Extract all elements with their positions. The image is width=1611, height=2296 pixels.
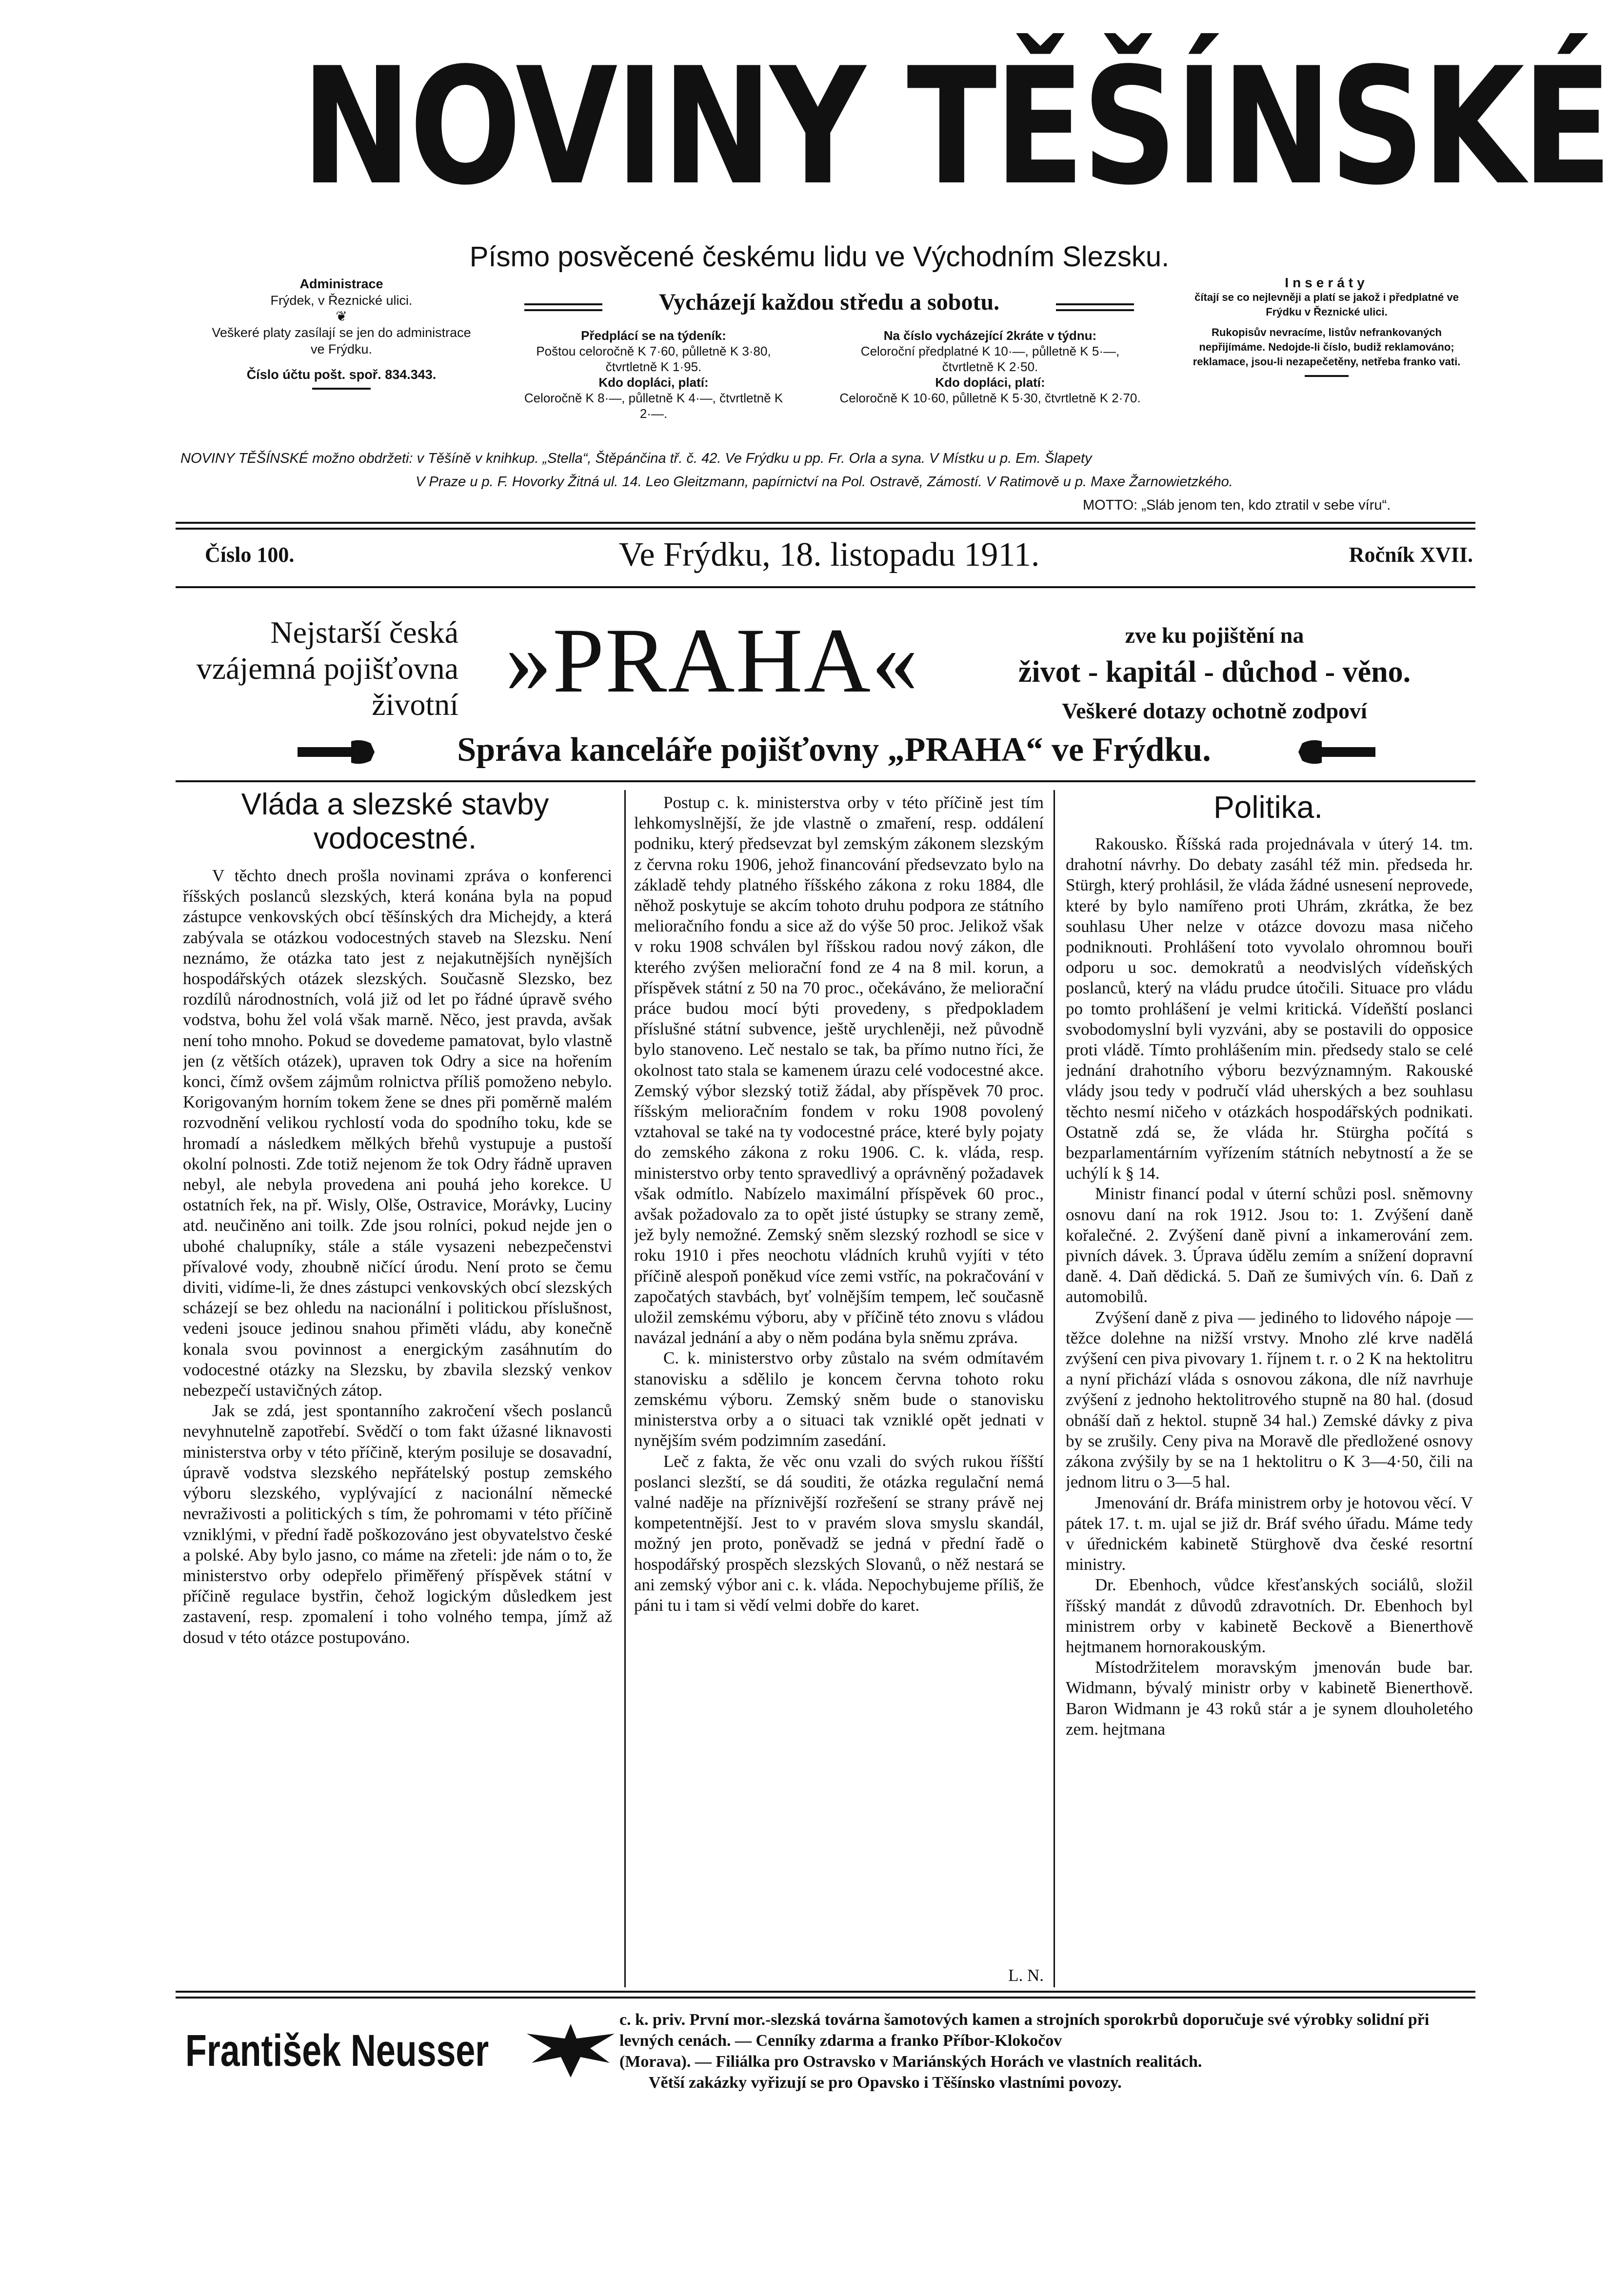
pointing-hand-right-icon [1297, 737, 1375, 767]
admin-account: Číslo účtu pošt. spoř. 834.343. [246, 367, 437, 382]
politika-paragraph: Ministr financí podal v úterní schůzi posl. sněmovny osnovu daní na rok 1912. Jsou to: 1. Zvýšení daně kořalečné. 2. Zvýšení daně pivní a inkamerování zem. pivních dávek. 3. Úprava údělu zemím a snížení dopravní daně. 4. Daň dědická. 5. Daň ze šumivých vín. 6. Daň z automobilů. [1066, 1184, 1473, 1306]
article2-body [634, 792, 1044, 1963]
admin-payments: Veškeré platy zasílají se jen do administrace ve Frýdku. [212, 325, 471, 356]
divider-ornament: ❦ [336, 309, 347, 324]
politika-paragraph: Jmenování dr. Bráfa ministrem orby je hotovou věcí. V pátek 17. t. m. ujal se již dr. Bráf svého úřadu. Máme tedy v úřednickém kabinetě Stürghově dva české resortní ministry. [1066, 1493, 1473, 1574]
issue-volume: Ročník XVII. [1349, 543, 1473, 567]
neusser-line-3: Větší zakázky vyřizují se pro Opavsko i Těšínsko vlastními povozy. [649, 2074, 1122, 2092]
praha-left: Nejstarší česká vzájemná pojišťovna životní [196, 615, 458, 722]
politika-paragraph: Rakousko. Říšská rada projednávala v úterý 14. tm. drahotní návrhy. Do debaty zasáhl též min. předseda hr. Stürgh, který prohlásil, že vláda žádné usnesení neprovede, které by bylo namířeno proti Uhrám, zkrátka, že bez souhlasu Uher nelze v otázce dovozu masa ničeho podniknouti. Prohlášení toto vyvolalo ohromnou bouři odporu u soc. demokratů a neodvislých vídeňských poslanců, který na vládu prudce útočili. Situace pro vládu po tomto prohlášení je velmi kritická. Vídeňští poslanci svobodomyslní byli vyzváni, aby se postavili do opposice proti vládě. Tímto prohlášením min. předsedy stalo se celé jednání drahotního výboru bezvýznamným. Rakouské vlády jsou tedy v područí vlád uherských a bez souhlasu těchto nesmí ničeho v otázkách hospodářských podnikati. Ostatně zdá se, že vláda hr. Stürgha počítá s bezparlamentárním vyřízením státních nebytností a že se uchýlí k § 14. [1066, 834, 1473, 1183]
inserty-line1: čítají se co nejlevněji a platí se jakož i předplatné ve Frýdku v Řeznické ulici. [1194, 291, 1459, 318]
praha-right-top: zve ku pojištění na [1125, 623, 1304, 648]
double-pickup-heading: Kdo dopláci, platí: [935, 375, 1045, 390]
article1-title: Vláda a slezské stavby vodocestné. [241, 788, 549, 855]
sales-line-1: NOVINY TĚŠÍNSKÉ možno obdržeti: v Těšíně v knihkup. „Stella“, Štěpánčina tř. č. 42. Ve Frýdku u pp. Fr. Orla a syna. V Místku u p. Em. Šlapety [180, 451, 1092, 466]
praha-footer: Správa kanceláře pojišťovny „PRAHA“ ve Frýdku. [457, 731, 1211, 769]
article2-signature: L. N. [1008, 1966, 1044, 1985]
weekly-pickup-heading: Kdo dopláci, platí: [598, 375, 709, 390]
double-heading: Na číslo vycházející 2kráte v týdnu: [883, 328, 1097, 343]
article2-paragraph: Postup c. k. ministerstva orby v této příčině jest tím lehkomyslnější, že jde vlastně o zmaření, resp. oddálení podniku, který předsevzat byl zemským zákonem slezským z června roku 1906, jehož financování předsevzato bylo na základě tehdy platného říšského zákona z roku 1884, dle něhož poskytuje se akcím tohoto druhu podpora ze státního melioračního fondu a sice až do výše 50 proc. Jelikož však v roku 1908 schválen byl říšskou radou nový zákon, dle kterého zvýšen meliorační fond ze 4 na 8 mil. korun, a příspěvek státní z 50 na 70 proc., očekáváno, že meliorační práce budou mocí býti provedeny, s předpokladem příslušné státní subvence, ještě urychleněji, než původně bylo stanoveno. Leč nestalo se tak, ba přímo nutno říci, že okolnost tato stala se kamenem úrazu celé vodocestné akce. Zemský výbor slezský totiž žádal, aby příspěvek 70 proc. říšským melioračním fondem v roku 1908 povolený vztahoval se také na ty vodocestné práce, které byly pojaty do zemského zákona z roku 1906. C. k. vláda, resp. ministerstvo orby tento spravedlivý a oprávněný požadavek však odmítlo. Nabízelo maximální příspěvek 60 proc., avšak požadovalo za to opět jisté ústupky se strany země, jež byly nemožné. Zemský sněm slezský rozhodl se sice v roku 1910 i přes neochotu vládních kruhů vyjíti v této příčině alespoň poněkud více zemi vstříc, na pokračování v započatých stavbách, byť volnějším tempem, leč současně uložil zemskému výboru, aby v příčině této znovu s vládou navázal jednání a aby o něm podána byla sněmu zpráva. [634, 793, 1044, 1347]
article2-paragraph: Leč z fakta, že věc onu vzali do svých rukou říšští poslanci slezští, se dá souditi, že otázka regulační nemá valné naděje na příznivější rozřešení se strany právě nej kompetentnější. Jest to v pravém slova smyslu skandál, možný jen proto, poněvadž se jedná v přední řadě o hospodářský prospěch slezských Slovanů, o něž nestará se ani zemský výbor ani c. k. vláda. Nepochybujeme příliš, že páni tu i tam si vědí velmi dobře do karet. [634, 1451, 1044, 1615]
neusser-line-1: c. k. priv. První mor.-slezská továrna šamotových kamen a strojních sporokrbů doporučuje své výrobky solidní při levných cenách. — Cenníky zdarma a franko Příbor-Klokočov [619, 2011, 1430, 2050]
inserty-line2: Rukopisův nevracíme, listův nefrankovaných nepřijímáme. Nedojde-li číslo, budiž reklamováno; reklamace, jsou-li nezapečetěny, netřeba franko vati. [1193, 326, 1461, 368]
politika-body [1066, 834, 1473, 1985]
admin-address: Frýdek, v Řeznické ulici. [270, 293, 413, 308]
politika-paragraph: Místodržitelem moravským jmenován bude bar. Widmann, bývalý ministr orby v kabinetě Bienerthově. Baron Widmann je 43 roků stár a je synem dlouholetého zem. hejtmana [1066, 1658, 1473, 1739]
neusser-text [619, 2009, 1473, 2093]
politika-paragraph: Dr. Ebenhoch, vůdce křesťanských sociálů, složil říšský mandát z důvodů zdravotních. Dr. Ebenhoch byl ministrem orby v kabinetě Beckově a Bienerthově hejtmanem hornorakouským. [1066, 1575, 1473, 1656]
masthead-title: NOVINY TĚŠÍNSKÉ [301, 33, 1610, 220]
article1-paragraph: V těchto dnech prošla novinami zpráva o konferenci říšských poslanců slezských, která konána byla na popud zástupce venkovských obcí těšínských dra Michejdy, a která zabývala se otázkou vodocestných staveb na Slezsku. Není neznámo, že otázka tato jest z nejakutnějších nynějších hospodářských otázek slezských. Současně Slezsko, bez rozdílů národnostních, volá již od let po řádné úpravě svého vodstva, bohu žel volá však marně. Něco, jest pravda, avšak není toho mnoho. Pokud se dovedeme pamatovat, bylo vlastně jen (z větších otázek), upraven tok Odry a sice na hořením konci, čímž ovšem zájmům rolnictva příliš pomoženo nebylo. Korigovaným horním tokem žene se dnes při poměrně malém rozvodnění velikou rychlostí voda do spodního toku, kde se hromadí a následkem mělkých břehů vystupuje a pustoší okolní polnosti. Zde totiž nejenom že tok Odry řádně upraven nebyl, ale nebyla provedena ani pouhá jeho korekce. U ostatních řek, na př. Wisly, Olše, Ostravice, Morávky, Luciny atd. neučiněno ani toilk. Zde jsou rolníci, pokud nejde jen o ubohé chalupníky, stále a stále vysazeni nebezpečenstvi přívalové vody, zhoubně ničící úrodu. Není proto se čemu diviti, vidíme-li, že dnes zástupci venkovských obcí slezských scházejí se bez ohledu na nacionální i politickou příslušnost, vedeni jsouce jedinou snahou přiměti vládu, aby konečně konala svou povinnost a energickým zasáhnutím do vodocestné otázky na Slezsku, by zbavila slezský venkov nebezpečí ustavičných zátop. [183, 866, 612, 1400]
politika-paragraph: Zvýšení daně z piva — jediného to lidového nápoje — těžce dolehne na nižší vrstvy. Mnoho zlé krve nadělá zvýšení cen piva pivovary 1. říjnem t. r. o 2 K na hektolitru a nyní přichází vláda s osnovou zákona, dle níž navrhuje zvýšení z jednoho hektolitrového stupně na 80 hal. (dosud obnáší daň z hektol. stupně 34 hal.) Zemské dávky z piva by se zrušily. Ceny piva na Moravě dle předložené osnovy zákona zvýšily by se na 1 hektolitru o K 3—4·50, čili na jednom litru o 3—5 hal. [1066, 1307, 1473, 1492]
masthead-schedule: Vycházejí každou středu a sobotu. [658, 289, 1000, 315]
neusser-name: František Neusser [185, 2026, 489, 2076]
masthead-subtitle: Písmo posvěcené českému lidu ve Východním Slezsku. [469, 241, 1170, 273]
admin-heading: Administrace [299, 277, 383, 291]
double-annual: Celoroční předplatné K 10·—, půlletně K 5·—, čtvrtletně K 2·50. [860, 344, 1120, 374]
weekly-pickup: Celoročně K 8·—, půlletně K 4·—, čtvrtletně K 2·—. [524, 391, 783, 421]
inserty-heading: Inseráty [1285, 275, 1369, 290]
pointing-hand-left-icon [298, 737, 376, 767]
subscription-double [839, 328, 1141, 406]
double-pickup: Celoročně K 10·60, půlletně K 5·30, čtvrtletně K 2·70. [839, 391, 1141, 405]
praha-brand: »PRAHA« [505, 610, 919, 712]
praha-right-bottom: Veškeré dotazy ochotně zodpoví [1062, 698, 1367, 723]
issue-number: Číslo 100. [205, 543, 295, 567]
politika-title: Politika. [1213, 790, 1323, 825]
motto: MOTTO: „Sláb jenom ten, kdo ztratil v sebe víru“. [1083, 497, 1391, 513]
article1-body [183, 866, 612, 1982]
inserty-block [1190, 276, 1463, 377]
sales-line-2: V Praze u p. F. Hovorky Žitná ul. 14. Leo Gleitzmann, papírnictví na Pol. Ostravě, Zámostí. V Ratimově u p. Maxe Žarnowietzkého. [416, 474, 1233, 490]
article1-paragraph: Jak se zdá, jest spontanního zakročení všech poslanců nevyhnutelně zapotřebí. Svědčí o tom fakt úžasné liknavosti ministerstva orby v této příčině, kterým posiluje se dosavadní, úpravě vodstva slezského nepřátelský postup zemského výboru slezského, vyplývající z nacionální německé nevraživosti a politických s tím, že pohromami v této příčině vzniklými, v přední řadě poškozováno jest obyvatelstvo české a polské. Aby bylo jasno, co máme na zřeteli: jde nám o to, že ministerstvo orby odepřelo přiměřený příspěvek státní v příčině regulace bystřin, čehož logickým důsledkem jest zastavení, resp. zpomalení i toho volného tempa, jímž až dosud v této otázce postupováno. [183, 1401, 612, 1647]
issue-place-date: Ve Frýdku, 18. listopadu 1911. [618, 536, 1040, 574]
neusser-line-2: (Morava). — Filiálka pro Ostravsko v Mariánských Horách ve vlastních realitách. [619, 2053, 1202, 2071]
eagle-emblem-icon [522, 2019, 619, 2082]
weekly-post: Poštou celoročně K 7·60, půlletně K 3·80, čtvrtletně K 1·95. [536, 344, 771, 374]
praha-right-main: život - kapitál - důchod - věno. [1018, 655, 1411, 689]
admin-block [205, 276, 478, 390]
subscription-weekly [517, 328, 790, 421]
article2-paragraph: C. k. ministerstvo orby zůstalo na svém odmítavém stanovisku a sdělilo je koncem června tohoto roku zemskému výboru. Zemský sněm bude o stanovisku ministerstva orby a o situaci tak vzniklé opět jednati v nynějším svém podzimním zasedání. [634, 1348, 1044, 1450]
weekly-heading: Předplácí se na týdeník: [581, 328, 726, 343]
